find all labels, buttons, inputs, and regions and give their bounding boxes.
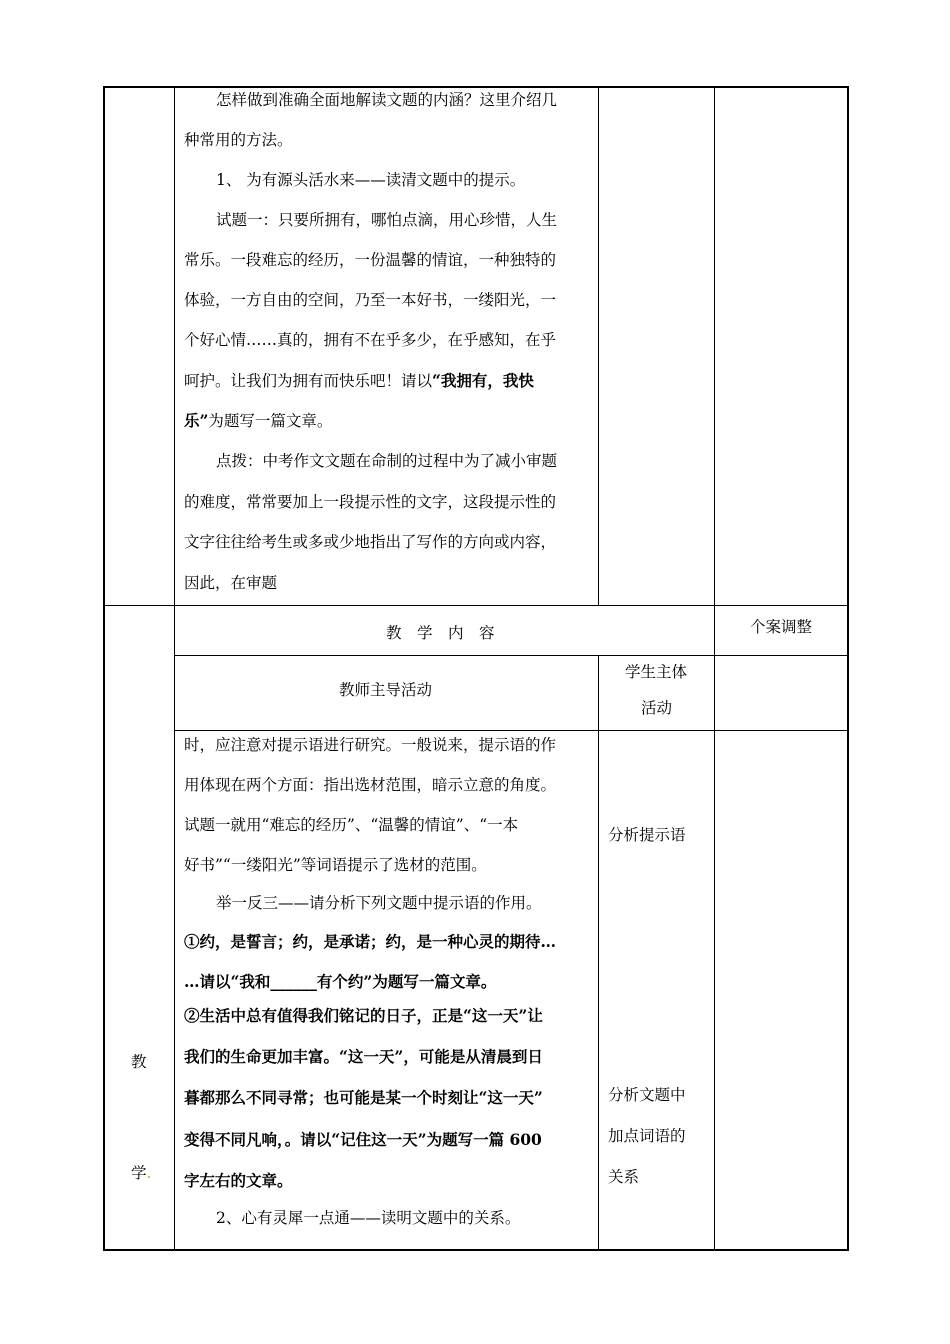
text-line: 字左右的文章。 [184,1171,293,1190]
text-line: 好书”“一缕阳光”等词语提示了选材的范围。 [184,856,487,874]
side-label [131,1161,151,1183]
text-line: 怎样做到准确全面地解读文题的内涵？这里介绍几 [216,91,558,109]
adjust-title: 个案调整 [750,618,813,636]
text-line: 点拨：中考作文文题在命制的过程中为了减小审题 [216,452,558,470]
student-title: 活动 [641,699,673,717]
text-line: 1、 为有源头活水来——读清文题中的提示。 [216,171,526,189]
text-line: …请以“我和______有个约”为题写一篇文章。 [184,972,497,991]
divider [103,605,849,606]
text-line: 体验，一方自由的空间，乃至一本好书，一缕阳光，一 [184,291,557,309]
text-line: 常乐。一段难忘的经历，一份温馨的情谊，一种独特的 [184,251,557,269]
content-title: 教 学 内 容 [386,624,495,642]
text-line: 时，应注意对提示语进行研究。一般说来，提示语的作 [184,736,557,754]
divider [598,86,599,606]
text-fragment: 呵护。让我们为拥有而快乐吧！请以 [184,372,433,390]
text-line: 变得不同凡响，。请以“记住这一天”为题写一篇 600 [184,1130,542,1149]
side-label-char: 学 [131,1164,147,1182]
text-line: 举一反三——请分析下列文题中提示语的作用。 [216,894,542,912]
text-line: 2、心有灵犀一点通——读明文题中的关系。 [216,1209,521,1227]
text-line: 因此，在审题 [184,574,278,592]
text-line: 文字往往给考生或多或少地指出了写作的方向或内容， [184,533,557,551]
divider [174,86,175,1251]
student-activity: 加点词语的 [608,1127,686,1145]
student-title: 学生主体 [625,663,688,681]
text-fragment: 为题写一篇文章。 [208,412,333,430]
text-line: ①约，是誓言；约，是承诺；约，是一种心灵的期待… [184,932,557,951]
side-label: 教 [131,1053,147,1071]
text-line: 试题一：只要所拥有，哪怕点滴，用心珍惜，人生 [216,211,558,229]
divider [714,86,715,1251]
topic-title-part: 乐” [184,411,209,430]
text-line: 种常用的方法。 [184,131,293,149]
student-activity: 关系 [608,1168,640,1186]
text-line [184,361,534,402]
divider [174,655,849,656]
text-line: 的难度，常常要加上一段提示性的文字，这段提示性的 [184,493,557,511]
text-line: ②生活中总有值得我们铭记的日子，正是“这一天”让 [184,1006,543,1025]
text-line [184,401,332,442]
text-line: 个好心情……真的，拥有不在乎多少，在乎感知，在乎 [184,331,557,349]
topic-title-part: “我拥有，我快 [432,371,534,390]
text-line: 用体现在两个方面：指出选材范围，暗示立意的角度。 [184,776,557,794]
student-activity: 分析文题中 [608,1086,686,1104]
text-line: 试题一就用“难忘的经历”、“温馨的情谊”、“一本 [184,816,519,834]
divider [598,656,599,1251]
teacher-title: 教师主导活动 [339,681,433,699]
text-line: 我们的生命更加丰富。“这一天”，可能是从清晨到日 [184,1047,543,1066]
dot-mark: . [146,1164,152,1182]
text-line: 暮都那么不同寻常；也可能是某一个时刻让“这一天” [184,1088,543,1107]
student-activity: 分析提示语 [608,826,686,844]
